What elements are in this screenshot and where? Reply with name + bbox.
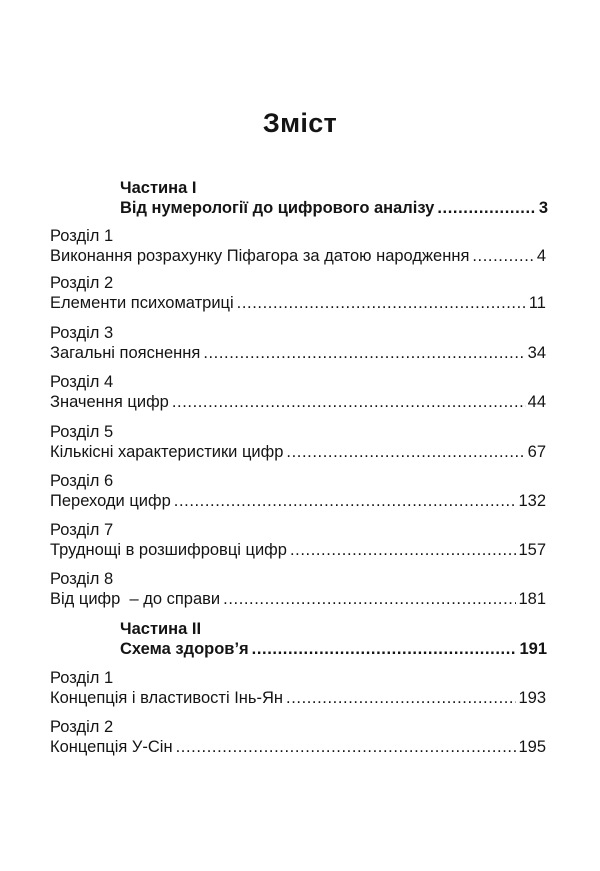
section-2-title: Елементи психоматриці [50, 294, 234, 312]
section-6-title: Переходи цифр [50, 492, 171, 510]
section-2-label: Розділ 2 [50, 274, 114, 292]
dot-leader [286, 688, 516, 708]
page-title: Зміст [262, 108, 338, 138]
section-9-page: 193 [518, 689, 546, 707]
part-2-label: Частина II [120, 620, 202, 638]
section-2-entry[interactable] [50, 293, 546, 313]
part-2-page: 191 [519, 640, 547, 658]
dot-leader [252, 639, 518, 659]
section-10-title: Концепція У-Сін [50, 738, 173, 756]
section-4-entry[interactable] [50, 392, 546, 412]
section-7-title: Труднощі в розшифровці цифр [50, 541, 287, 559]
section-5-label: Розділ 5 [50, 423, 114, 441]
section-3-entry[interactable] [50, 343, 546, 363]
dot-leader [286, 442, 525, 462]
section-5-page: 67 [527, 443, 546, 461]
section-10-page: 195 [518, 738, 546, 756]
section-3-title: Загальні пояснення [50, 344, 201, 362]
section-7-page: 157 [518, 541, 546, 559]
section-3-page: 34 [527, 344, 546, 362]
dot-leader [174, 491, 517, 511]
dot-leader [237, 293, 527, 313]
dot-leader [203, 343, 525, 363]
section-2-page: 11 [528, 294, 546, 312]
section-8-entry[interactable] [50, 589, 546, 609]
part-2-entry[interactable] [120, 639, 547, 659]
section-6-entry[interactable] [50, 491, 546, 511]
dot-leader [223, 589, 516, 609]
part-2-title: Схема здоров’я [120, 640, 249, 658]
part-1-title: Від нумерології до цифрового аналізу [120, 199, 435, 217]
section-5-entry[interactable] [50, 442, 546, 462]
section-8-page: 181 [518, 590, 546, 608]
section-5-title: Кількісні характеристики цифр [50, 443, 284, 461]
section-7-entry[interactable] [50, 540, 546, 560]
part-1-page: 3 [538, 199, 548, 217]
dot-leader [472, 246, 534, 266]
dot-leader [176, 737, 517, 757]
section-1-label: Розділ 1 [50, 227, 114, 245]
section-1-entry[interactable] [50, 246, 546, 266]
section-10-label: Розділ 2 [50, 718, 114, 736]
section-8-title: Від цифр – до справи [50, 590, 221, 608]
dot-leader [172, 392, 526, 412]
section-8-label: Розділ 8 [50, 570, 114, 588]
dot-leader [437, 198, 536, 218]
section-3-label: Розділ 3 [50, 324, 114, 342]
section-9-entry[interactable] [50, 688, 546, 708]
dot-leader [290, 540, 517, 560]
section-9-title: Концепція і властивості Інь-Ян [50, 689, 284, 707]
section-4-label: Розділ 4 [50, 373, 114, 391]
section-6-label: Розділ 6 [50, 472, 114, 490]
section-9-label: Розділ 1 [50, 669, 114, 687]
section-4-page: 44 [527, 393, 546, 411]
section-4-title: Значення цифр [50, 393, 169, 411]
part-1-label: Частина I [120, 179, 197, 197]
part-1-entry[interactable] [120, 198, 548, 218]
section-1-page: 4 [536, 247, 546, 265]
section-7-label: Розділ 7 [50, 521, 114, 539]
section-6-page: 132 [518, 492, 546, 510]
section-1-title: Виконання розрахунку Піфагора за датою народження [50, 247, 470, 265]
section-10-entry[interactable] [50, 737, 546, 757]
